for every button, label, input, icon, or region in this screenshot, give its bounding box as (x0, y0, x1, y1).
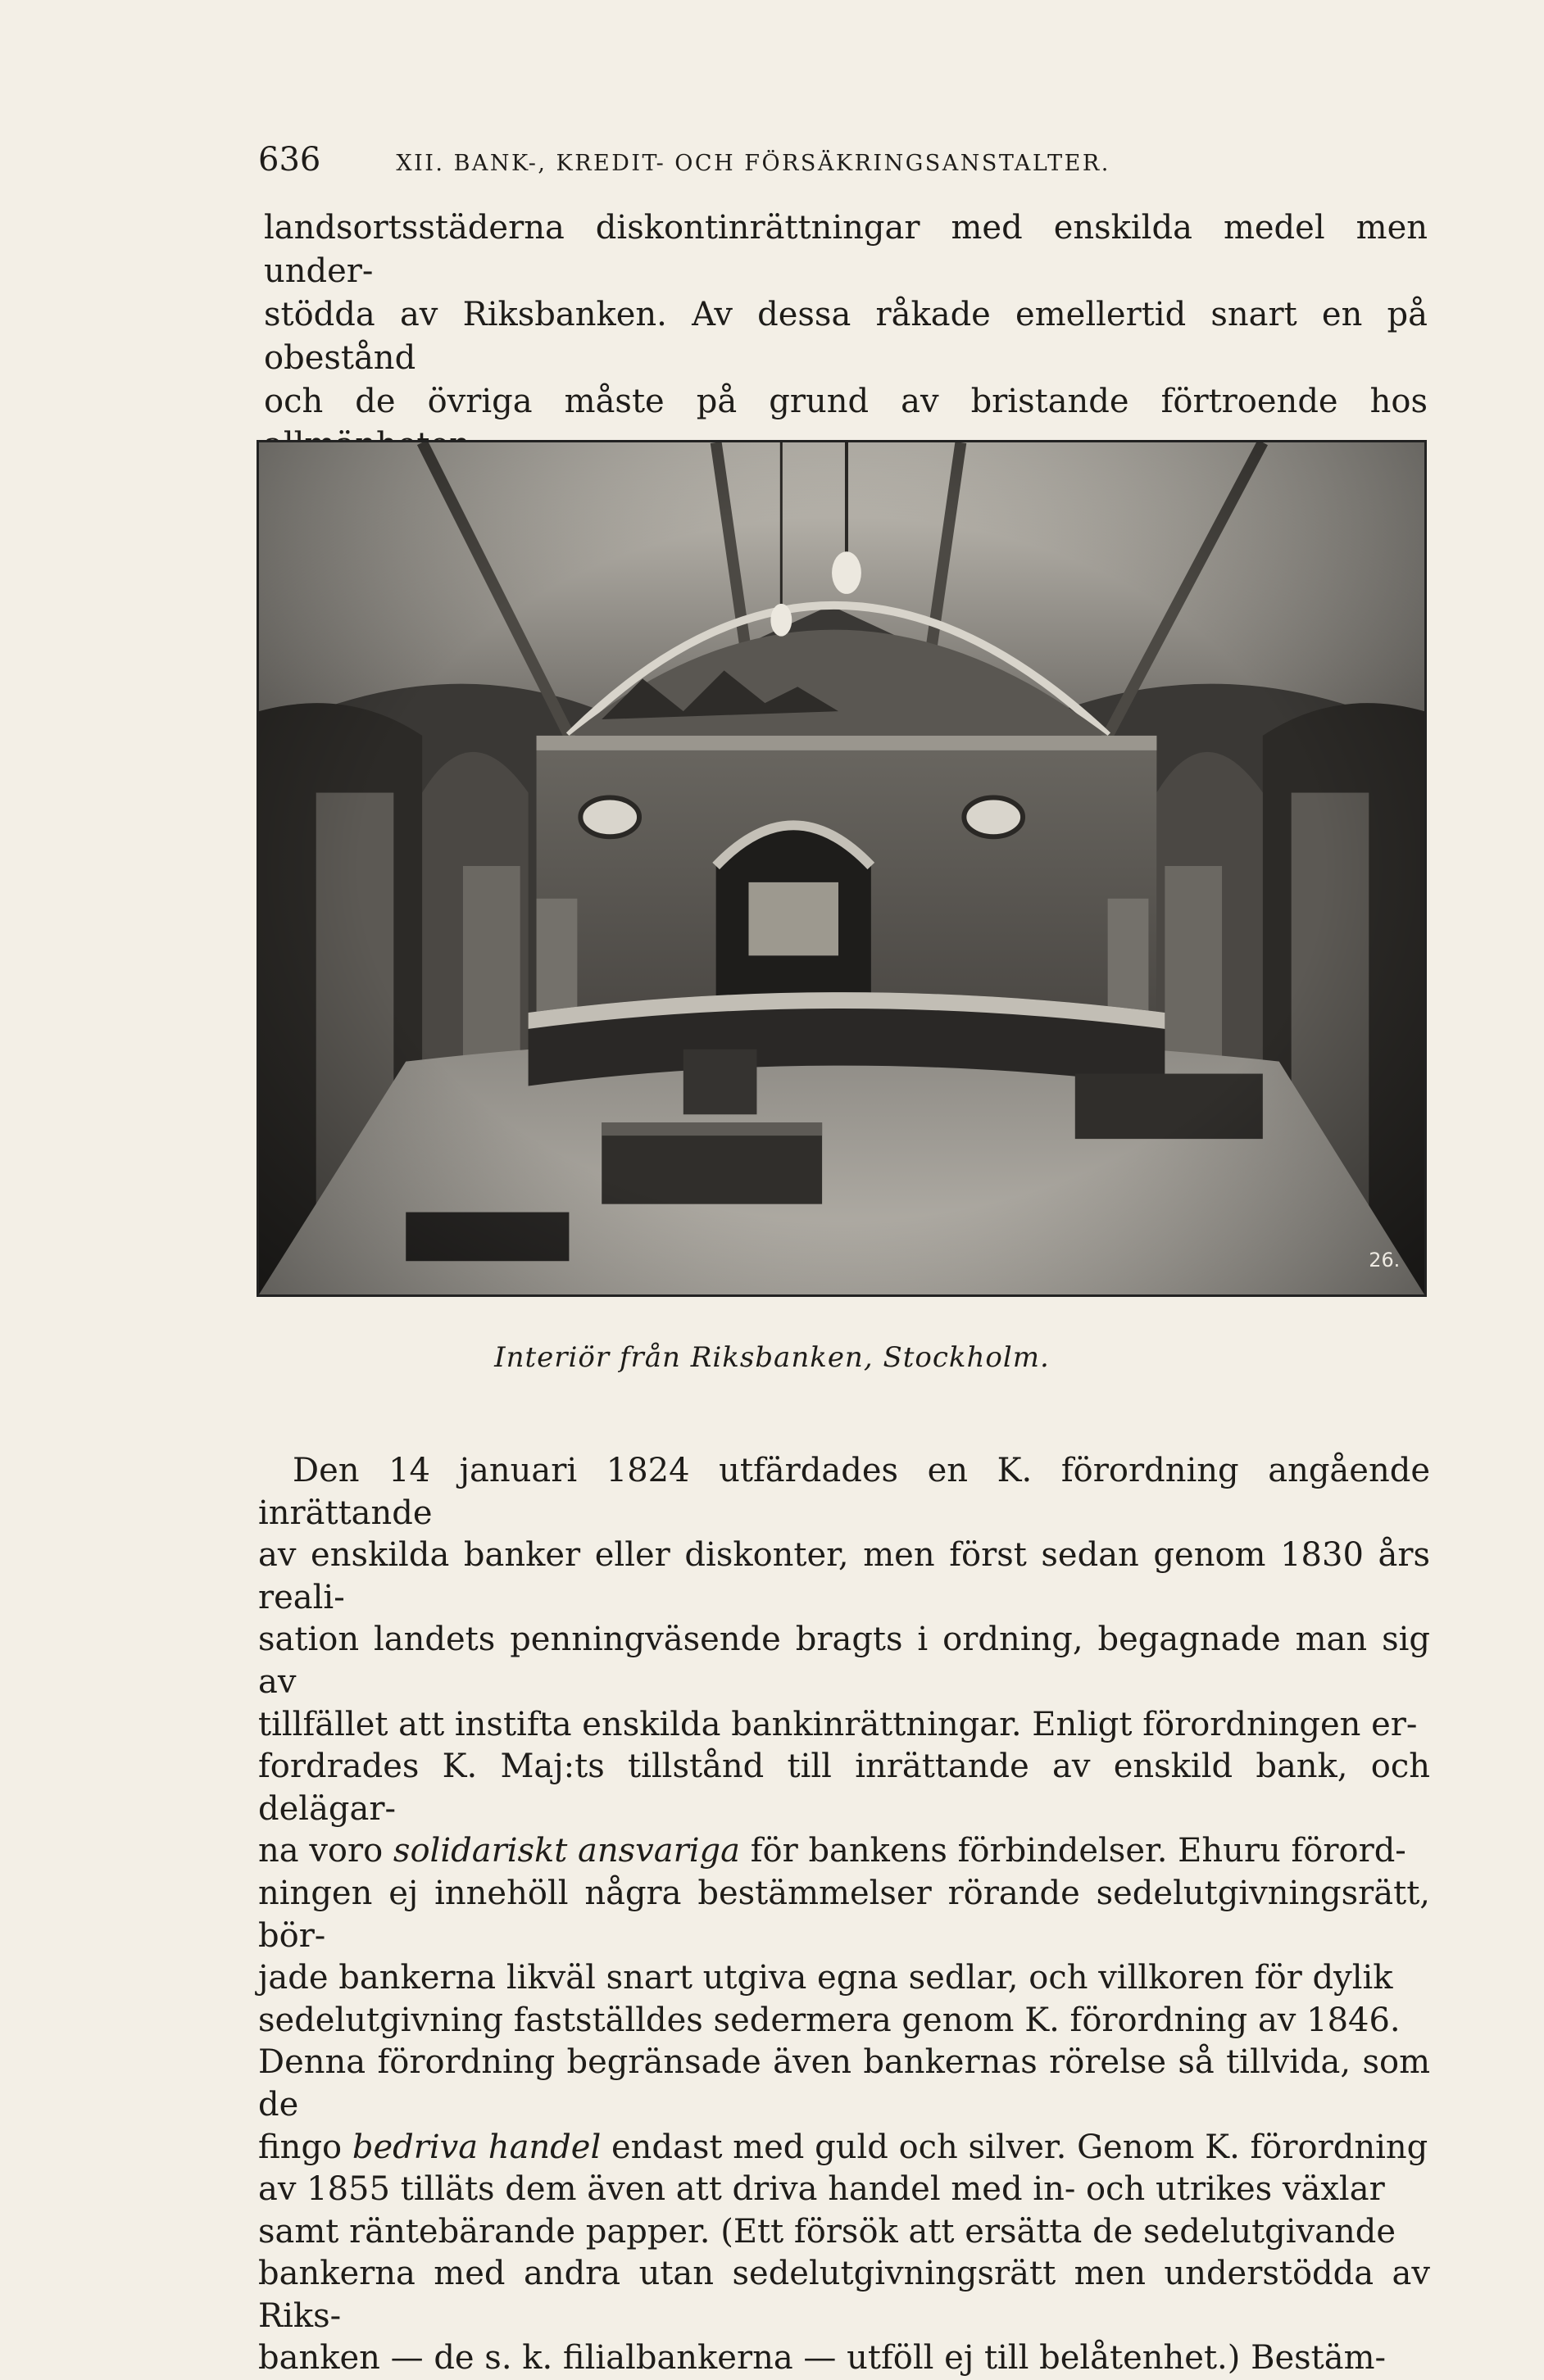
text-line: Denna förordning begränsade även bankernas rörelse så tillvida, som de (258, 2043, 1430, 2124)
emphasized-phrase: solidariskt ansvariga (393, 1832, 740, 1870)
page-number: 636 (258, 141, 321, 179)
text-line: fordrades K. Maj:ts tillstånd till inrättande av enskild bank, och delägar- (258, 1748, 1430, 1828)
bank-interior-photograph (257, 440, 1427, 1297)
text-line: ningen ej innehöll några bestämmelser rörande sedelutgivningsrätt, bör- (258, 1874, 1430, 1955)
text-line: Den 14 januari 1824 utfärdades en K. förordning angående inrättande (258, 1452, 1430, 1532)
text-line: na voro solidariskt ansvariga för bankens förbindelser. Ehuru förord- (258, 1832, 1406, 1870)
text-line: samt räntebärande papper. (Ett försök att ersätta de sedelutgivande (258, 2212, 1396, 2251)
plate-number: 26. (1369, 1249, 1401, 1272)
figure-caption: Interiör från Riksbanken, Stockholm. (494, 1341, 1050, 1374)
text-line: fingo bedriva handel endast med guld och silver. Genom K. förordning (258, 2128, 1428, 2166)
main-paragraph (258, 1450, 1430, 2380)
text-line: tillfället att instifta enskilda bankinrättningar. Enligt förordningen er- (258, 1705, 1418, 1743)
running-head (258, 141, 1291, 179)
text-line: sation landets penningväsende bragts i ordning, begagnade man sig av (258, 1621, 1430, 1701)
text-line: av 1855 tilläts dem även att driva handel med in- och utrikes växlar (258, 2170, 1385, 2209)
emphasized-phrase: bedriva handel (352, 2128, 602, 2166)
text-line: sedelutgivning fastställdes sedermera genom K. förordning av 1846. (258, 2001, 1401, 2039)
text-line: bankerna med andra utan sedelutgivningsrätt men understödda av Riks- (258, 2255, 1430, 2335)
text-line: av enskilda banker eller diskonter, men först sedan genom 1830 års reali- (258, 1536, 1430, 1616)
text-line: landsortsstäderna diskontinrättningar med enskilda medel men under- (264, 209, 1428, 290)
text-line: banken — de s. k. filialbankerna — utföll ej till belåtenhet.) Bestäm- (258, 2339, 1387, 2378)
chapter-title: XII. BANK-, KREDIT- OCH FÖRSÄKRINGSANSTALTER. (396, 151, 1110, 176)
text-line: jade bankerna likväl snart utgiva egna sedlar, och villkoren för dylik (258, 1959, 1393, 1997)
text-line: och de övriga måste på grund av bristande förtroende hos (264, 383, 1428, 420)
text-line: stödda av Riksbanken. Av dessa råkade emellertid snart en på obestånd (264, 296, 1428, 377)
photo-illustration (259, 442, 1424, 1294)
